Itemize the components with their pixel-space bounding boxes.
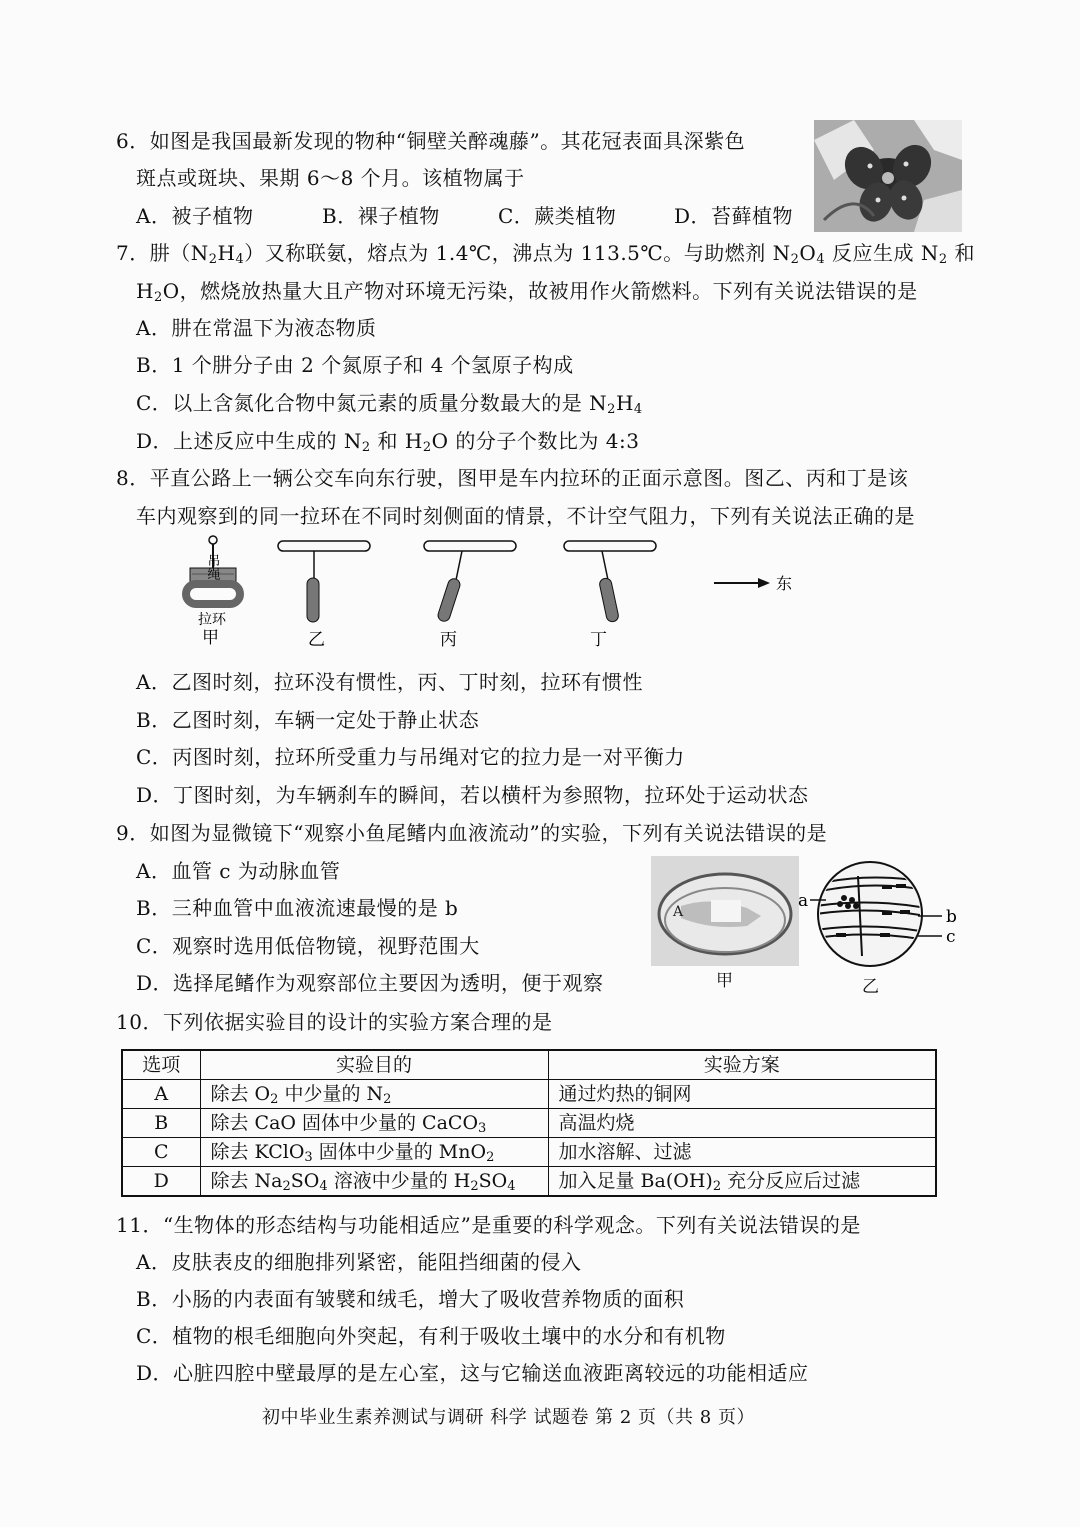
header-plan: 实验方案 [548,1050,936,1080]
q6-option-a: A．被子植物 [136,204,254,228]
q9-option-c: C．观察时选用低倍物镜，视野范围大 [136,934,480,958]
q11-option-d: D．心脏四腔中壁最厚的是左心室，这与它输送血液距离较远的功能相适应 [136,1361,809,1385]
row-plan: 高温灼烧 [548,1109,936,1138]
figure-label-ding: 丁 [590,630,607,650]
q11-option-b: B．小肠的内表面有皱襞和绒毛，增大了吸收营养物质的面积 [136,1287,685,1311]
q8-option-d: D．丁图时刻，为车辆刹车的瞬间，若以横杆为参照物，拉环处于运动状态 [136,783,809,807]
figure-label-bing: 丙 [440,630,457,650]
row-purpose: 除去 $Na_2SO_4$ 溶液中少量的 $H_2SO_4$ [200,1167,548,1197]
ring-label: 拉环 [198,612,226,628]
q9-option-d: D．选择尾鳍作为观察部位主要因为透明，便于观察 [136,971,604,995]
vessel-c-label: c [946,927,956,947]
table-row [122,1109,936,1138]
q11-option-c: C．植物的根毛细胞向外突起，有利于吸收土壤中的水分和有机物 [136,1324,726,1348]
q7-stem-line1: 7．肼$(N_2H_4)$又称联氨，熔点为 1.4℃，沸点为 113.5℃。与助燃剂 $N_2O_4$ 反应生成 $N_2$ 和 [116,241,975,267]
header-purpose: 实验目的 [200,1050,548,1080]
q8-option-a: A．乙图时刻，拉环没有惯性，丙、丁时刻，拉环有惯性 [136,670,643,694]
q9-stem-line1: 9．如图为显微镜下“观察小鱼尾鳍内血液流动”的实验，下列有关说法错误的是 [116,821,828,845]
q10-stem-line1: 10．下列依据实验目的设计的实验方案合理的是 [116,1010,553,1034]
side-view-yi [278,541,370,622]
dish-label: A [673,904,684,920]
row-plan: 加入足量 $Ba(OH)_2$ 充分反应后过滤 [548,1167,936,1197]
figure-label-jia-9: 甲 [716,971,733,991]
figure-label-jia: 甲 [202,628,219,648]
rope-label: 吊绳 [204,554,220,580]
header-option: 选项 [122,1050,200,1080]
side-view-ding [564,541,656,623]
q8-option-c: C．丙图时刻，拉环所受重力与吊绳对它的拉力是一对平衡力 [136,745,685,769]
page-footer: 初中毕业生素养测试与调研 科学 试题卷 第 2 页（共 8 页） [262,1407,755,1428]
row-option: B [122,1109,200,1138]
table-row [122,1167,936,1197]
q6-option-d: D．苔藓植物 [674,204,794,228]
side-view-bing [424,541,516,623]
petri-dish-photo [651,856,799,966]
handle-ring-figure [180,530,820,655]
row-plan: 加水溶解、过滤 [548,1138,936,1167]
q7-option-d: D．上述反应中生成的 $N_2$ 和 $H_2O$ 的分子个数比为 4:3 [136,429,640,455]
flower-photo [814,120,962,232]
q7-option-a: A．肼在常温下为液态物质 [136,316,377,340]
q6-option-b: B．裸子植物 [322,204,440,228]
east-label: 东 [776,574,793,593]
row-option: D [122,1167,200,1197]
q7-option-b: B．1 个肼分子由 2 个氮原子和 4 个氢原子构成 [136,353,574,377]
q8-stem-line1: 8．平直公路上一辆公交车向东行驶，图甲是车内拉环的正面示意图。图乙、丙和丁是该 [116,466,909,490]
q6-stem-line2: 斑点或斑块、果期 6～8 个月。该植物属于 [136,166,525,190]
q6-option-c: C．蕨类植物 [498,204,617,228]
q7-option-c: C．以上含氮化合物中氮元素的质量分数最大的是 $N_2H_4$ [136,391,643,417]
q9-option-b: B．三种血管中血液流速最慢的是 b [136,896,459,920]
row-plan: 通过灼热的铜网 [548,1080,936,1109]
q8-option-b: B．乙图时刻，车辆一定处于静止状态 [136,708,480,732]
row-purpose: 除去 CaO 固体中少量的 CaCO$_3$ [200,1109,548,1138]
row-purpose: 除去 KClO$_3$ 固体中少量的 MnO$_2$ [200,1138,548,1167]
table-header-row [122,1050,936,1080]
table-row [122,1138,936,1167]
q7-stem-line2: $H_2O$，燃烧放热量大且产物对环境无污染，故被用作火箭燃料。下列有关说法错误的是 [136,279,918,305]
q6-options [136,203,816,229]
vessel-b-label: b [946,907,957,927]
q6-stem-line1: 6．如图是我国最新发现的物种“铜壁关醉魂藤”。其花冠表面具深紫色 [116,129,746,153]
row-option: C [122,1138,200,1167]
q8-stem-line2: 车内观察到的同一拉环在不同时刻侧面的情景，不计空气阻力，下列有关说法正确的是 [136,504,915,528]
q11-option-a: A．皮肤表皮的细胞排列紧密，能阻挡细菌的侵入 [136,1250,582,1274]
q11-stem-line1: 11．“生物体的形态结构与功能相适应”是重要的科学观念。下列有关说法错误的是 [116,1213,861,1237]
figure-label-yi-9: 乙 [862,977,879,997]
row-option: A [122,1080,200,1109]
figure-label-yi: 乙 [308,630,325,650]
microscope-view [796,856,966,996]
q9-option-a: A．血管 c 为动脉血管 [136,859,341,883]
vessel-a-label: a [798,891,809,911]
experiment-table [121,1049,937,1197]
row-purpose: 除去 $O_2$ 中少量的 $N_2$ [200,1080,548,1109]
table-row [122,1080,936,1109]
